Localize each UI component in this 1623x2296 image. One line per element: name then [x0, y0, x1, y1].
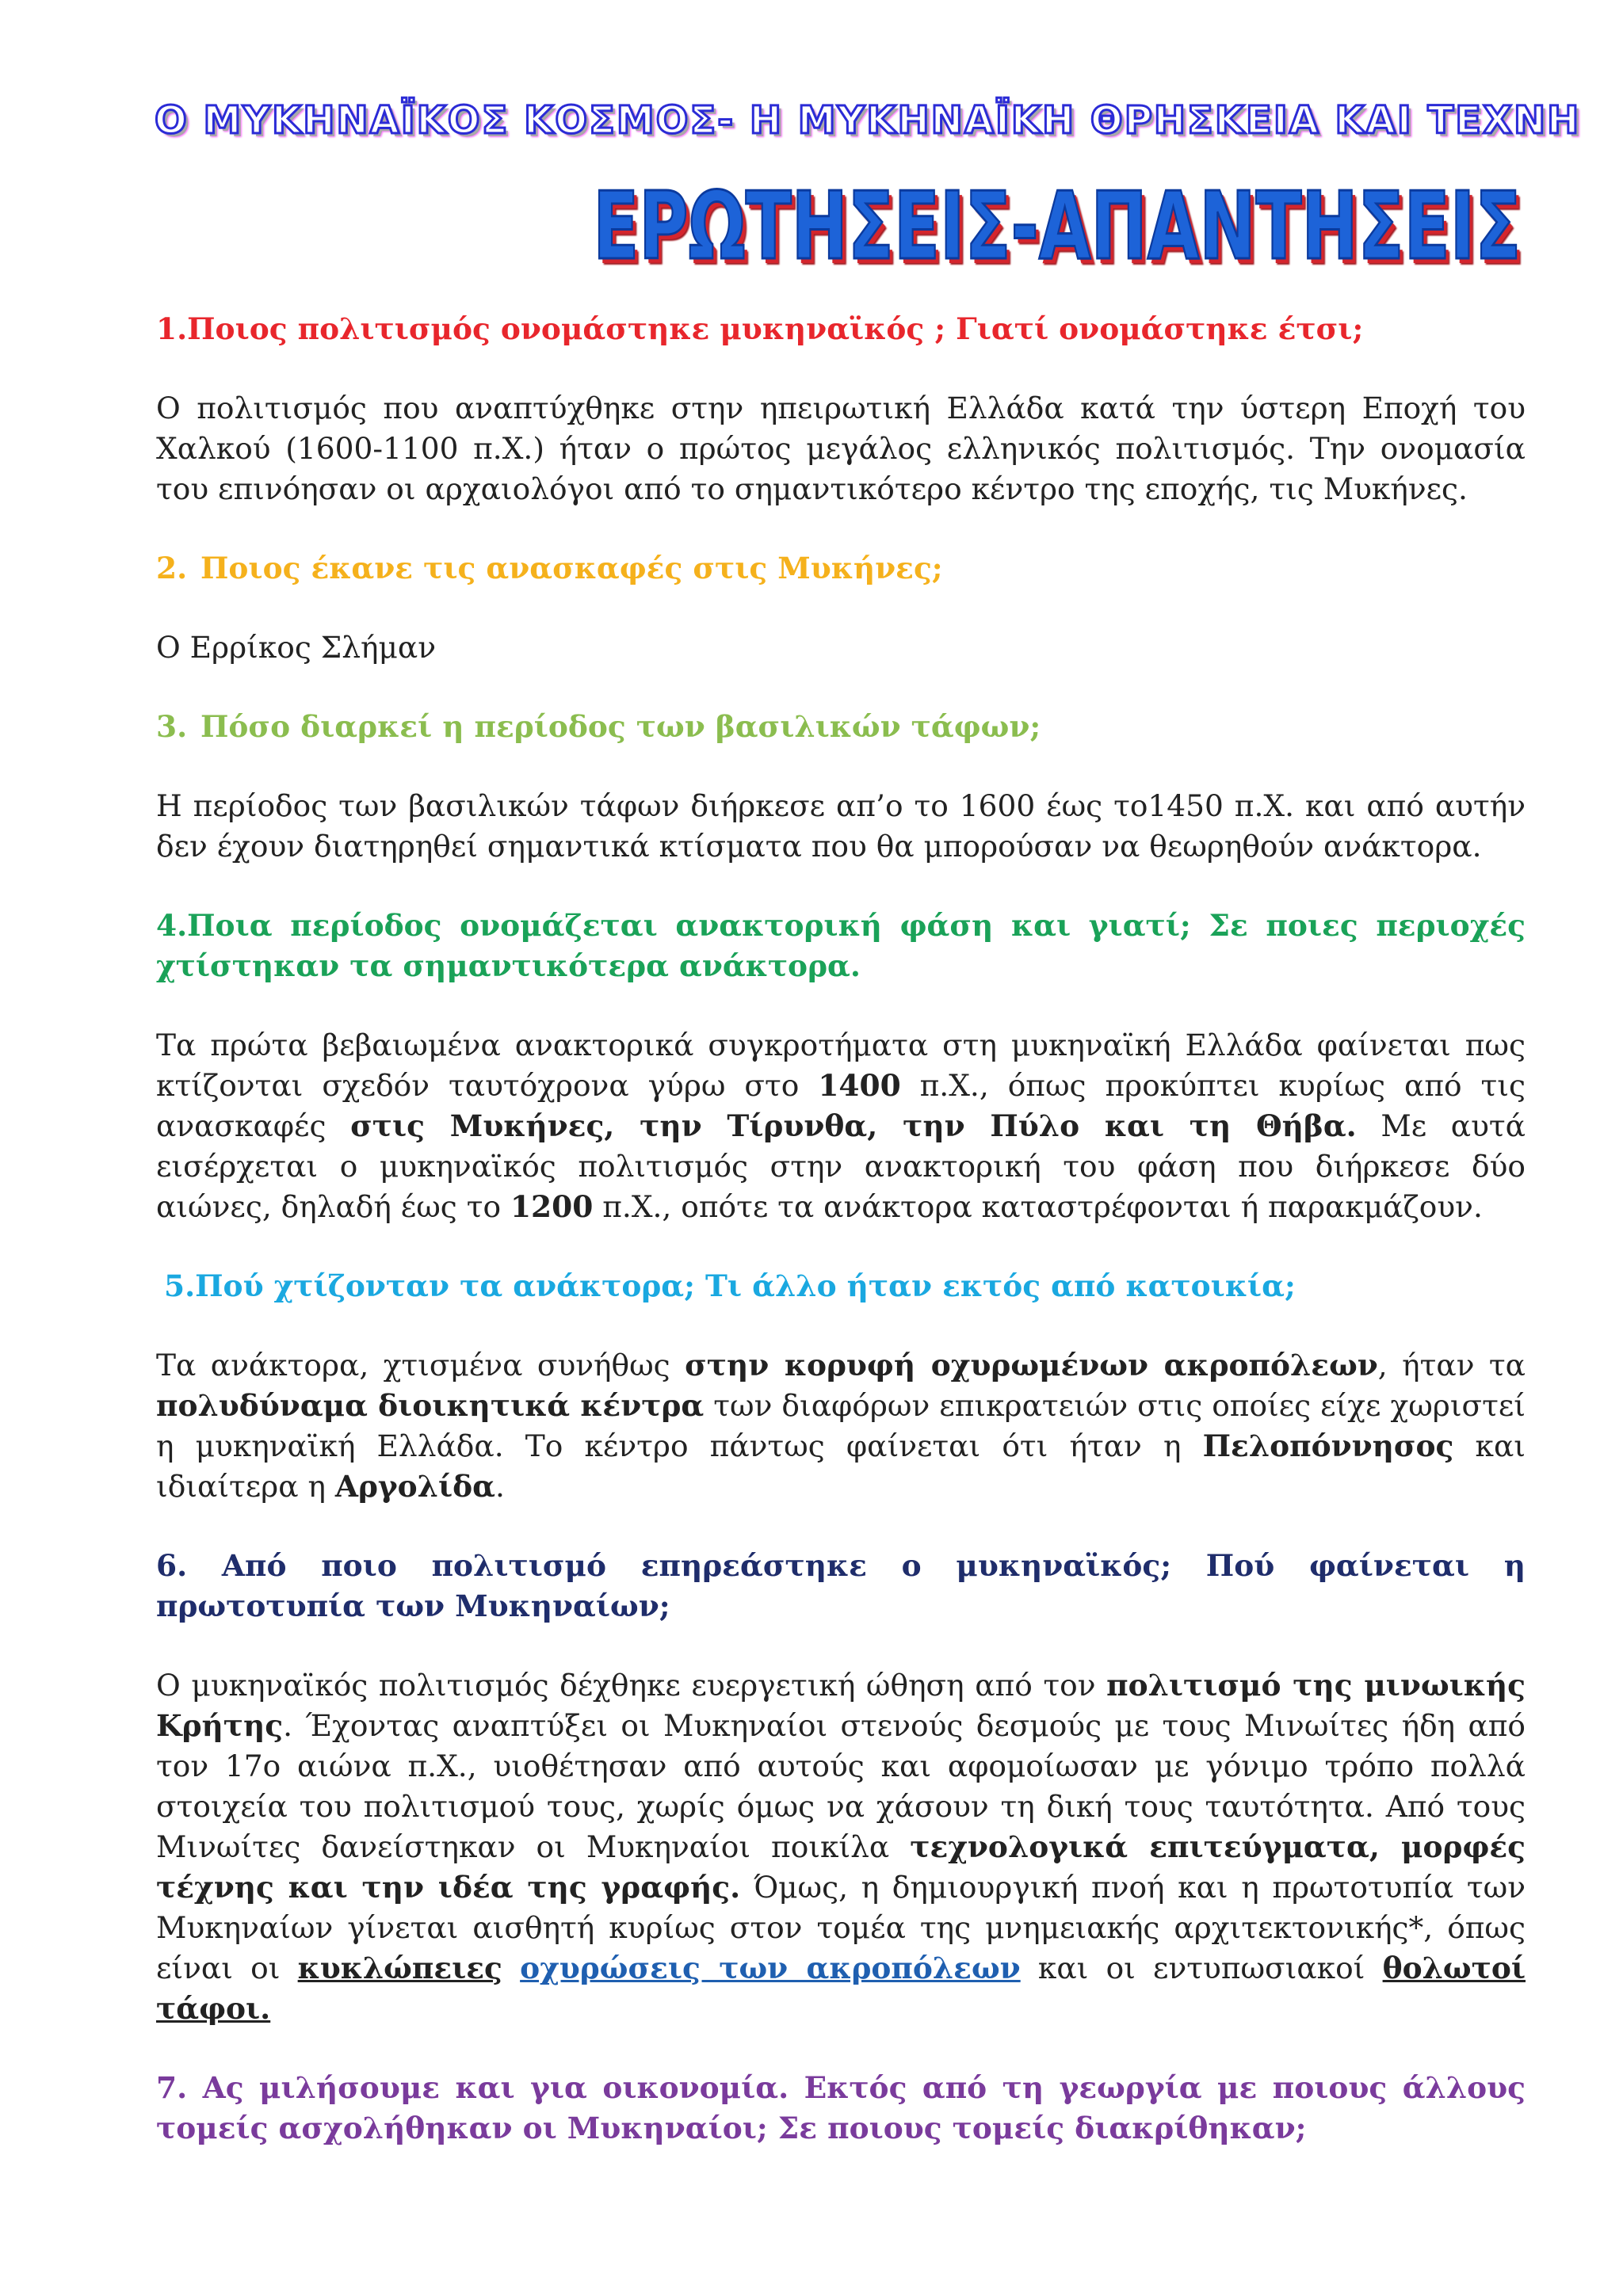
answer-5 — [156, 1345, 1526, 1507]
answer-6-space — [502, 1951, 520, 1985]
answer-6-bold-underline: κυκλώπειες — [297, 1951, 502, 1985]
answer-5-bold-2: πολυδύναμα διοικητικά κέντρα — [156, 1388, 705, 1423]
answer-5-bold-1: στην κορυφή οχυρωμένων ακροπόλεων — [685, 1348, 1378, 1383]
answer-6-text-3: Όμως, η δημιουργική πνοή και η πρωτοτυπία των Μυκηναίων γίνεται αισθητή κυρίως στον τομέα της μνημειακής αρχιτεκτονικής*, όπως είναι οι — [156, 1870, 1526, 1985]
answer-6-text-4: και οι εντυπωσιακοί — [1020, 1951, 1383, 1985]
answer-4-bold-2: στις Μυκήνες, την Τίρυνθα, την Πύλο και τη Θήβα. — [350, 1108, 1357, 1143]
answer-6 — [156, 1665, 1526, 2029]
answer-5-bold-3: Πελοπόννησος — [1202, 1428, 1454, 1463]
question-3 — [156, 707, 1526, 747]
answer-6-text-2: . Έχοντας αναπτύξει οι Μυκηναίοι στενούς δεσμούς με τους Μινωίτες ήδη από τον 17ο αιώνα π.Χ., υιοθέτησαν από αυτούς και αφομοίωσαν με γόνιμο τρόπο πολλά στοιχεία του πολιτισμού τους, χωρίς όμως να χάσουν τη δική τους ταυτότητα. Από τους Μινωίτες δανείστηκαν οι Μυκηναίοι ποικίλα — [156, 1708, 1526, 1864]
answer-5-text-2: , ήταν τα — [1377, 1348, 1526, 1383]
answer-6-bold-2: τεχνολογικά επιτεύγματα, μορφές τέχνης και την ιδέα της γραφής. — [156, 1829, 1526, 1905]
answer-4-text-3: Με αυτά εισέρχεται ο μυκηναϊκός πολιτισμός στην ανακτορική του φάση που διήρκεσε δύο αιώνες, δηλαδή έως το — [156, 1108, 1526, 1224]
answer-4-text-1: Τα πρώτα βεβαιωμένα ανακτορικά συγκροτήματα στη μυκηναϊκή Ελλάδα φαίνεται πως κτίζονται σχεδόν ταυτόχρονα γύρω στο — [156, 1028, 1526, 1103]
answer-6-bold-1: πολιτισμό της μινωικής Κρήτης — [156, 1668, 1526, 1743]
question-5: 5.Πού χτίζονταν τα ανάκτορα; Τι άλλο ήταν εκτός από κατοικία; — [164, 1268, 1296, 1303]
question-3-number: 3. — [156, 709, 188, 744]
answer-4-text-4: π.Χ., οπότε τα ανάκτορα καταστρέφονται ή παρακμάζουν. — [593, 1189, 1483, 1224]
answer-5-bold-4: Αργολίδα — [334, 1469, 495, 1504]
question-3-text: Πόσο διαρκεί η περίοδος των βασιλικών τάφων; — [200, 709, 1041, 744]
answer-4-bold-3: 1200 — [510, 1189, 594, 1224]
answer-4-bold-1: 1400 — [818, 1068, 901, 1103]
question-2-number: 2. — [156, 551, 188, 585]
answer-2: Ο Ερρίκος Σλήμαν — [156, 630, 437, 665]
question-4: 4.Ποια περίοδος ονομάζεται ανακτορική φάση και γιατί; Σε ποιες περιοχές χτίστηκαν τα σημαντικότερα ανάκτορα. — [156, 908, 1526, 983]
answer-1: Ο πολιτισμός που αναπτύχθηκε στην ηπειρωτική Ελλάδα κατά την ύστερη Εποχή του Χαλκού (1600-1100 π.Χ.) ήταν ο πρώτος μεγάλος ελληνικός πολιτισμός. Την ονομασία του επινόησαν οι αρχαιολόγοι από το σημαντικότερο κέντρο της εποχής, τις Μυκήνες. — [156, 391, 1526, 506]
answer-4 — [156, 1025, 1526, 1227]
answer-4-text-2: π.Χ., όπως προκύπτει κυρίως από τις ανασκαφές — [156, 1068, 1526, 1143]
document-title: Ο ΜΥΚΗΝΑΪΚΟΣ ΚΟΣΜΟΣ- Η ΜΥΚΗΝΑΪΚΗ ΘΡΗΣΚΕΙΑ ΚΑΙ ΤΕΧΝΗ — [155, 98, 1581, 143]
question-2 — [156, 548, 1526, 589]
qa-content — [156, 309, 1526, 2149]
question-6: 6. Από ποιο πολιτισμό επηρεάστηκε ο μυκηναϊκός; Πού φαίνεται η πρωτοτυπία των Μυκηναίων; — [156, 1548, 1526, 1623]
question-7: 7. Ας μιλήσουμε και για οικονομία. Εκτός από τη γεωργία με ποιους άλλους τομείς ασχολήθηκαν οι Μυκηναίοι; Σε ποιους τομείς διακρίθηκαν; — [156, 2070, 1526, 2145]
answer-5-text-1: Τα ανάκτορα, χτισμένα συνήθως — [156, 1348, 685, 1383]
answer-5-text-4: και ιδιαίτερα η — [156, 1428, 1526, 1504]
question-2-text: Ποιος έκανε τις ανασκαφές στις Μυκήνες; — [200, 551, 943, 585]
answer-6-link[interactable]: οχυρώσεις των ακροπόλεων — [520, 1951, 1021, 1985]
answer-6-bold-underline-2: θολωτοί τάφοι. — [156, 1951, 1526, 2026]
answer-5-text-3: των διαφόρων επικρατειών στις οποίες είχε χωριστεί η μυκηναϊκή Ελλάδα. Το κέντρο πάντως φαίνεται ότι ήταν η — [156, 1388, 1526, 1463]
document-subtitle: ΕΡΩΤΗΣΕΙΣ-ΑΠΑΝΤΗΣΕΙΣ — [593, 171, 1522, 280]
answer-5-text-5: . — [495, 1469, 505, 1504]
question-1: 1.Ποιος πολιτισμός ονομάστηκε μυκηναϊκός ; Γιατί ονομάστηκε έτσι; — [156, 311, 1364, 346]
answer-3: Η περίοδος των βασιλικών τάφων διήρκεσε απ’ο το 1600 έως το1450 π.Χ. και από αυτήν δεν έχουν διατηρηθεί σημαντικά κτίσματα που θα μπορούσαν να θεωρηθούν ανάκτορα. — [156, 788, 1526, 864]
answer-6-text-1: Ο μυκηναϊκός πολιτισμός δέχθηκε ευεργετική ώθηση από τον — [156, 1668, 1107, 1703]
